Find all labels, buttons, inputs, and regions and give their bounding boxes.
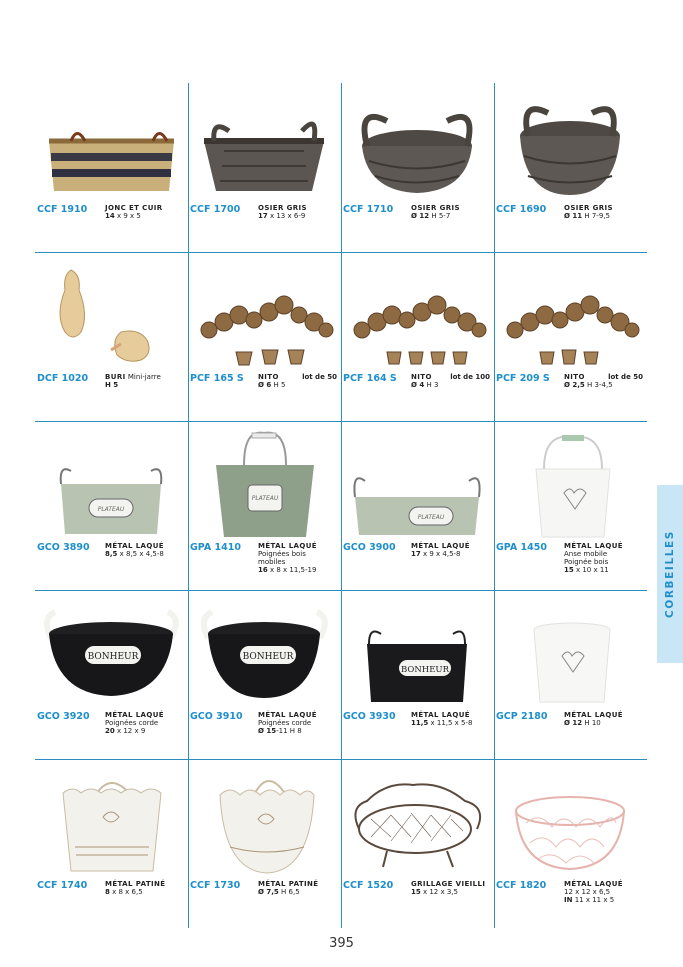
product-material: MÉTAL LAQUÉ (105, 542, 164, 550)
product-code: CCF 1700 (190, 204, 241, 215)
product-card[interactable] (494, 421, 647, 590)
product-code: CCF 1710 (343, 204, 394, 215)
patinated-metal-round-planter-image (194, 767, 335, 877)
product-card[interactable] (494, 83, 647, 252)
product-dims: Ø 15-11 H 8 (258, 727, 302, 735)
product-dims: Ø 12 H 10 (564, 719, 601, 727)
lacquered-metal-long-tray-image (347, 429, 488, 539)
plateau-label: PLATEAU (251, 495, 279, 502)
product-desc (564, 542, 650, 574)
product-card[interactable] (188, 252, 341, 421)
product-material: OSIER GRIS (411, 204, 460, 212)
product-card[interactable] (341, 252, 494, 421)
product-note: Anse mobile (564, 550, 608, 558)
product-dims: 8,5 x 8,5 x 4,5-8 (105, 550, 164, 558)
product-code: DCF 1020 (37, 373, 89, 384)
product-grid (35, 83, 647, 928)
product-desc (258, 711, 344, 735)
product-note: Poignées corde (105, 719, 159, 727)
plateau-label: PLATEAU (97, 506, 125, 513)
product-desc (411, 880, 497, 896)
product-card[interactable] (35, 759, 188, 928)
product-dims: 15 x 12 x 3,5 (411, 888, 458, 896)
product-code: CCF 1820 (496, 880, 547, 891)
product-material: MÉTAL LAQUÉ (564, 711, 623, 719)
product-dims: 11,5 x 11,5 x 5-8 (411, 719, 473, 727)
product-dims: 12 x 12 x 6,5 (564, 888, 611, 896)
product-code: GCP 2180 (496, 711, 548, 722)
product-code: CCF 1730 (190, 880, 241, 891)
product-material: MÉTAL LAQUÉ (564, 880, 623, 888)
product-card[interactable] (188, 590, 341, 759)
product-dims: 8 x 8 x 6,5 (105, 888, 143, 896)
product-dims: Ø 4 H 3 (411, 381, 439, 389)
product-card[interactable] (341, 759, 494, 928)
product-dims: 16 x 8 x 11,5-19 (258, 566, 317, 574)
grey-wicker-tray-image (194, 91, 335, 201)
product-material: BURI Mini-jarre (105, 373, 161, 381)
product-material: JONC ET CUIR (105, 204, 163, 212)
product-desc (258, 880, 344, 896)
product-desc (564, 880, 650, 904)
product-material: MÉTAL LAQUÉ (411, 542, 470, 550)
product-code: GPA 1410 (190, 542, 241, 553)
lot-size: lot de 50 (302, 373, 337, 381)
product-material: NITO (258, 373, 279, 381)
product-code: GCO 3930 (343, 711, 396, 722)
product-card[interactable] (341, 421, 494, 590)
product-card[interactable] (188, 759, 341, 928)
product-desc (411, 542, 497, 558)
product-material: OSIER GRIS (564, 204, 613, 212)
product-material: MÉTAL LAQUÉ (258, 711, 317, 719)
nito-mini-baskets-image (500, 260, 641, 370)
product-desc (105, 711, 191, 735)
product-desc (105, 373, 191, 389)
product-card[interactable] (494, 759, 647, 928)
product-card[interactable] (35, 421, 188, 590)
product-material: OSIER GRIS (258, 204, 307, 212)
product-card[interactable] (188, 421, 341, 590)
lacquered-metal-planter-image (194, 429, 335, 539)
lacquered-metal-square-tray-image (41, 429, 182, 539)
product-code: GCO 3890 (37, 542, 90, 553)
aged-wire-mesh-basket-image (347, 767, 488, 877)
grey-wicker-round-basket-image (500, 91, 641, 201)
product-dims: 14 x 9 x 5 (105, 212, 141, 220)
nito-mini-baskets-image (347, 260, 488, 370)
product-desc (258, 542, 344, 574)
product-desc (105, 542, 191, 558)
product-code: GCO 3900 (343, 542, 396, 553)
bonheur-label: BONHEUR (242, 652, 294, 662)
category-side-tab[interactable] (657, 485, 683, 663)
product-code: PCF 164 S (343, 373, 397, 384)
product-material: NITO (564, 373, 585, 381)
product-dims: 20 x 12 x 9 (105, 727, 146, 735)
product-code: CCF 1910 (37, 204, 88, 215)
product-code: CCF 1690 (496, 204, 547, 215)
product-dims: 15 x 10 x 11 (564, 566, 609, 574)
product-dims: Ø 6 H 5 (258, 381, 286, 389)
product-card[interactable] (494, 590, 647, 759)
plateau-label: PLATEAU (417, 514, 445, 521)
product-material: NITO (411, 373, 432, 381)
product-desc (105, 880, 191, 896)
product-desc (564, 711, 650, 727)
product-code: PCF 209 S (496, 373, 550, 384)
bonheur-label: BONHEUR (87, 652, 139, 662)
product-card[interactable] (494, 252, 647, 421)
white-metal-bucket-image (500, 429, 641, 539)
product-code: GCO 3910 (190, 711, 243, 722)
product-note: Poignée bois (564, 558, 609, 566)
product-material: MÉTAL LAQUÉ (105, 711, 164, 719)
product-card[interactable] (188, 83, 341, 252)
product-note: Poignées bois (258, 550, 306, 558)
product-card[interactable] (341, 83, 494, 252)
nito-mini-baskets-image (194, 260, 335, 370)
product-dims: Ø 12 H 5-7 (411, 212, 451, 220)
product-material: MÉTAL LAQUÉ (564, 542, 623, 550)
product-material: MÉTAL LAQUÉ (411, 711, 470, 719)
product-card[interactable] (35, 590, 188, 759)
pink-lacquered-wire-basket-image (500, 767, 641, 877)
product-desc (411, 711, 497, 727)
product-dims: 17 x 13 x 6-9 (258, 212, 306, 220)
product-material: GRILLAGE VIEILLI (411, 880, 486, 888)
white-metal-pot-image (500, 598, 641, 708)
product-code: GCO 3920 (37, 711, 90, 722)
product-dims: Ø 11 H 7-9,5 (564, 212, 610, 220)
product-code: GPA 1450 (496, 542, 547, 553)
product-code: CCF 1520 (343, 880, 394, 891)
product-desc (258, 204, 344, 220)
product-code: PCF 165 S (190, 373, 244, 384)
buri-mini-jar-image (41, 260, 182, 370)
product-desc (411, 204, 497, 220)
black-metal-rope-tub-image (41, 598, 182, 708)
product-card[interactable] (35, 83, 188, 252)
patinated-metal-square-planter-image (41, 767, 182, 877)
category-label: CORBEILLES (664, 530, 676, 618)
product-desc (105, 204, 191, 220)
product-card[interactable] (35, 252, 188, 421)
lot-size: lot de 100 (450, 373, 490, 381)
product-material: MÉTAL LAQUÉ (258, 542, 317, 550)
product-dims: Ø 2,5 H 3-4,5 (564, 381, 613, 389)
product-note: Poignées corde (258, 719, 312, 727)
product-code: CCF 1740 (37, 880, 88, 891)
product-material: MÉTAL PATINÉ (105, 880, 166, 888)
grey-wicker-oval-basket-image (347, 91, 488, 201)
product-dims: H 5 (105, 381, 119, 389)
product-card[interactable] (341, 590, 494, 759)
lot-size: lot de 50 (608, 373, 643, 381)
black-metal-rope-round-tub-image (194, 598, 335, 708)
rush-leather-basket-image (41, 91, 182, 201)
product-material: MÉTAL PATINÉ (258, 880, 319, 888)
product-dims: Ø 7,5 H 6,5 (258, 888, 300, 896)
bonheur-label: BONHEUR (401, 665, 449, 675)
page-number: 395 (329, 936, 354, 951)
product-dims-inner: IN 11 x 11 x 5 (564, 896, 615, 904)
black-metal-square-tray-image (347, 598, 488, 708)
product-dims: 17 x 9 x 4,5-8 (411, 550, 461, 558)
product-desc (564, 204, 650, 220)
product-note: mobiles (258, 558, 286, 566)
